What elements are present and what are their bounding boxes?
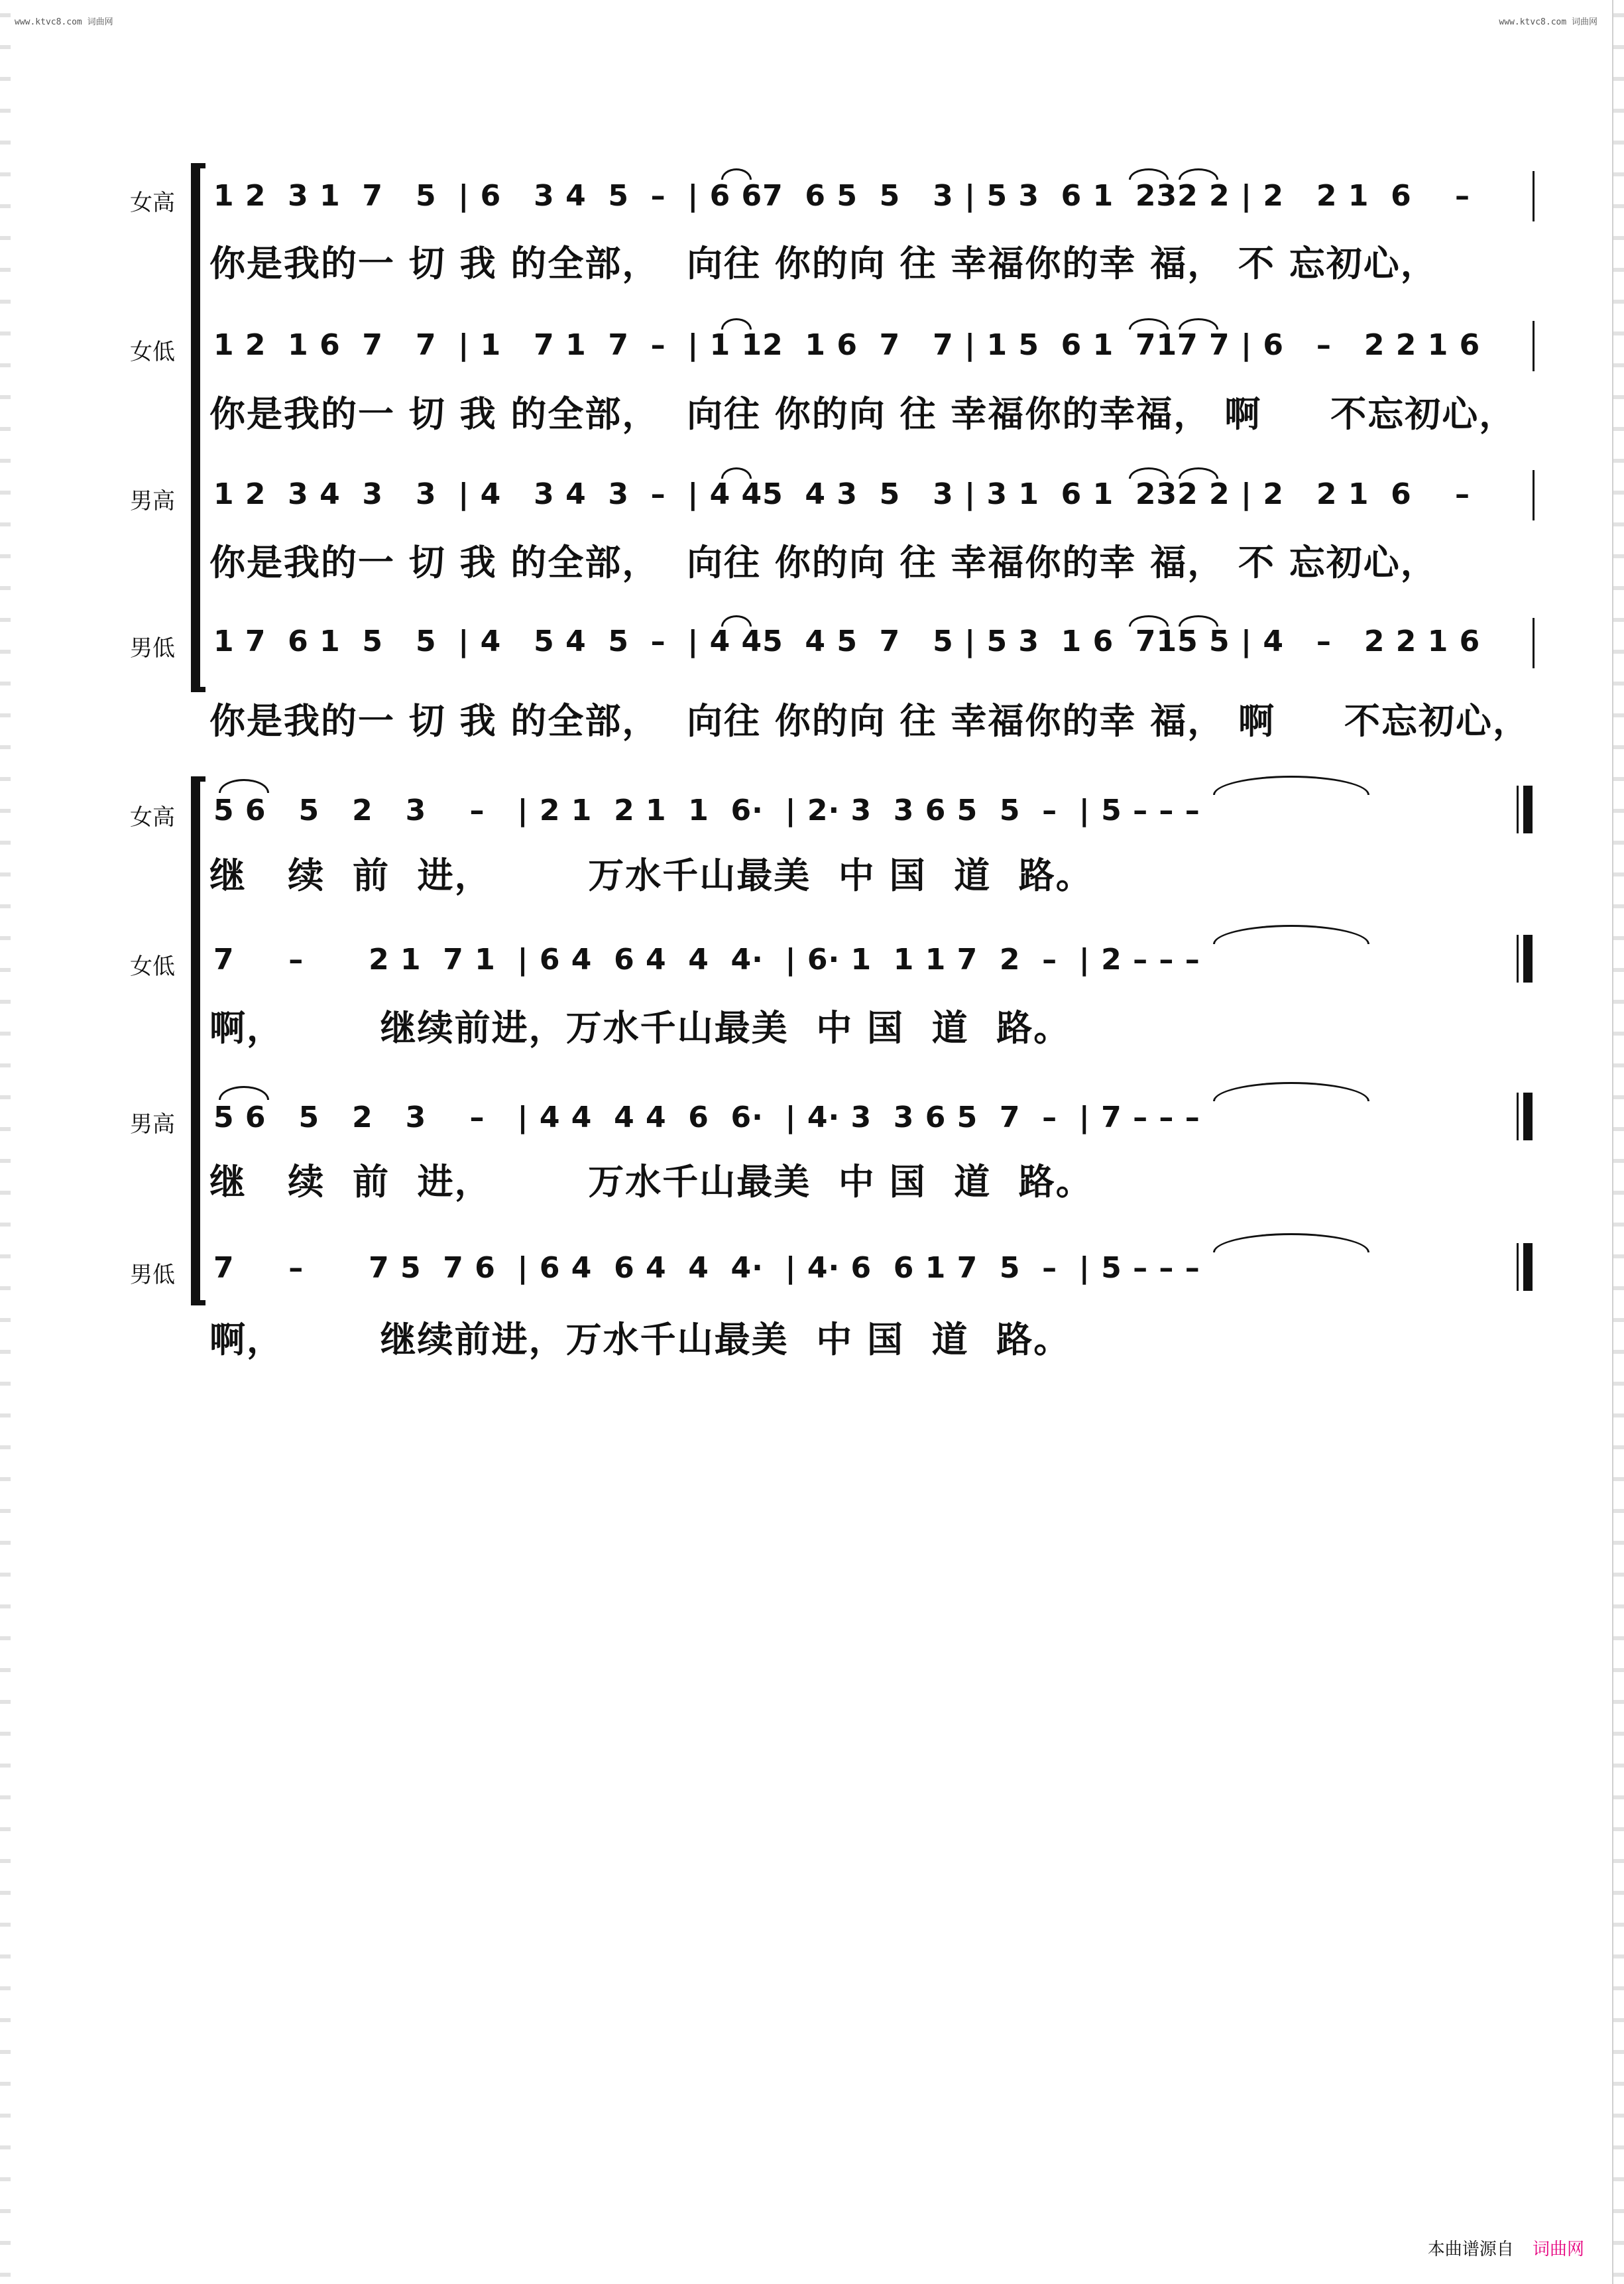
barline (1533, 171, 1535, 221)
part-label-bass: 男低 (130, 635, 175, 662)
notes-line: 1 2 3 4 3 3 | 4 3 4 3 – | 4 45 4 3 5 3 | 3 1 6 1 232 2 | 2 2 1 6 – (213, 477, 1470, 511)
slur (721, 318, 752, 330)
part-label-soprano: 女高 (130, 804, 175, 831)
slur (1129, 168, 1169, 180)
slur (1179, 318, 1218, 330)
lyrics-line: 你是我的一 切 我 的全部， 向往 你的向 往 幸福你的幸 福， 不 忘初心， (209, 243, 1438, 284)
footer-source-text: 本曲谱源自 (1427, 2240, 1514, 2259)
final-barline-thick (1523, 1093, 1533, 1140)
slur (219, 779, 269, 793)
notes-line: 1 2 3 1 7 5 | 6 3 4 5 – | 6 67 6 5 5 3 | 5 3 6 1 232 2 | 2 2 1 6 – (213, 179, 1470, 213)
part-label-alto: 女低 (130, 953, 175, 980)
notes-line: 5 6 5 2 3 – | 4 4 4 4 6 6· | 4· 3 3 6 5 7 – | 7 – – – (213, 1101, 1200, 1134)
system-bracket (191, 166, 200, 690)
part-label-tenor: 男高 (130, 488, 175, 514)
notes-line: 7 – 2 1 7 1 | 6 4 6 4 4 4· | 6· 1 1 1 7 2 – | 2 – – – (213, 943, 1200, 977)
slur (721, 467, 752, 479)
tie (1213, 1082, 1369, 1101)
slur (1129, 615, 1169, 627)
footer-brand-link[interactable]: 词曲网 (1532, 2240, 1584, 2259)
notes-line: 5 6 5 2 3 – | 2 1 2 1 1 6· | 2· 3 3 6 5 5 – | 5 – – – (213, 794, 1200, 827)
slur (1179, 168, 1218, 180)
header-right-url: www.ktvc8.com 词曲网 (1499, 17, 1597, 27)
lyrics-line: 啊， 继续前进，万水千山最美 中 国 道 路。 (209, 1007, 1071, 1049)
part-label-tenor: 男高 (130, 1111, 175, 1138)
tie (1213, 1233, 1369, 1252)
system-bracket (191, 779, 200, 1303)
final-barline-thin (1517, 1093, 1519, 1140)
barline (1533, 321, 1535, 371)
notes-line: 7 – 7 5 7 6 | 6 4 6 4 4 4· | 4· 6 6 1 7 5 – | 5 – – – (213, 1251, 1200, 1285)
slur (1179, 615, 1218, 627)
slur (1129, 467, 1169, 479)
slur (1129, 318, 1169, 330)
slur (721, 615, 752, 627)
slur (219, 1086, 269, 1100)
slur (721, 168, 752, 180)
header-left-url: www.ktvc8.com 词曲网 (15, 17, 113, 27)
tie (1213, 925, 1369, 944)
footer-credit (1428, 2236, 1584, 2260)
notes-line: 1 7 6 1 5 5 | 4 5 4 5 – | 4 45 4 5 7 5 | 5 3 1 6 715 5 | 4 – 2 2 1 6 (213, 625, 1481, 658)
lyrics-line: 你是我的一 切 我 的全部， 向往 你的向 往 幸福你的幸 福， 啊 不忘初心， (209, 700, 1530, 742)
slur (1179, 467, 1218, 479)
right-margin-strip (1612, 0, 1624, 2284)
tie (1213, 776, 1369, 795)
lyrics-line: 继 续 前 进， 万水千山最美 中 国 道 路。 (209, 855, 1093, 896)
final-barline-thin (1517, 786, 1519, 833)
left-margin-strip (0, 0, 11, 2284)
final-barline-thin (1517, 1243, 1519, 1291)
lyrics-line: 继 续 前 进， 万水千山最美 中 国 道 路。 (209, 1161, 1093, 1203)
lyrics-line: 啊， 继续前进，万水千山最美 中 国 道 路。 (209, 1319, 1071, 1360)
final-barline-thick (1523, 935, 1533, 983)
lyrics-line: 你是我的一 切 我 的全部， 向往 你的向 往 幸福你的幸 福， 不 忘初心， (209, 542, 1438, 583)
part-label-bass: 男低 (130, 1262, 175, 1288)
barline (1533, 618, 1535, 668)
barline (1533, 470, 1535, 520)
lyrics-line: 你是我的一 切 我 的全部， 向往 你的向 往 幸福你的幸福， 啊 不忘初心， (209, 393, 1517, 435)
part-label-alto: 女低 (130, 339, 175, 365)
part-label-soprano: 女高 (130, 190, 175, 216)
final-barline-thick (1523, 1243, 1533, 1291)
notes-line: 1 2 1 6 7 7 | 1 7 1 7 – | 1 12 1 6 7 7 | 1 5 6 1 717 7 | 6 – 2 2 1 6 (213, 328, 1481, 362)
final-barline-thick (1523, 786, 1533, 833)
final-barline-thin (1517, 935, 1519, 983)
